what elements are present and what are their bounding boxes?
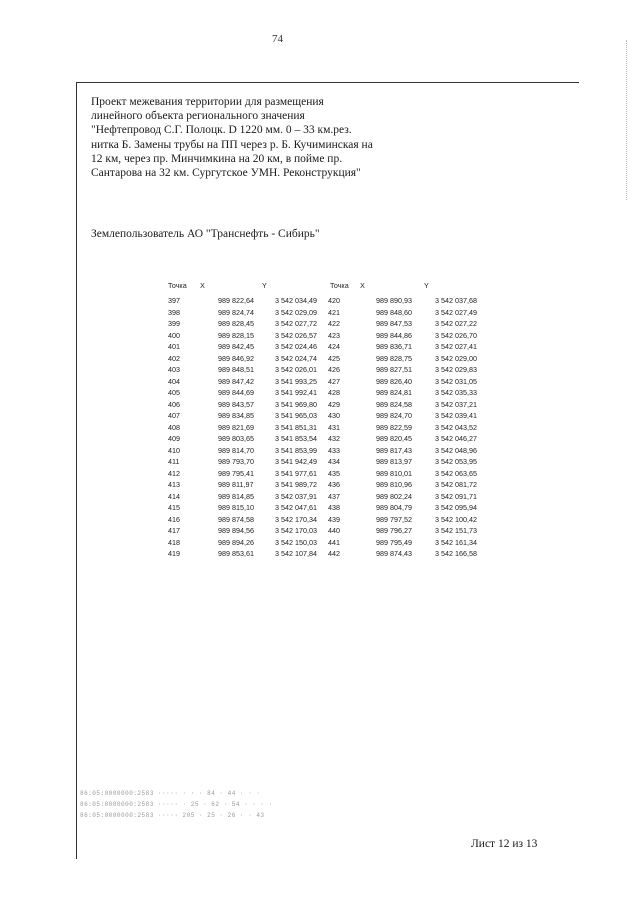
point-id: 425	[328, 353, 340, 363]
x-coordinate: 989 834,85	[218, 411, 254, 420]
y-coordinate: 3 541 969,80	[275, 399, 317, 409]
point-id: 400	[168, 330, 180, 340]
point-id: 404	[168, 376, 180, 386]
y-coordinate: 3 542 024,74	[275, 353, 317, 363]
header-point: Точка	[168, 281, 187, 290]
y-coordinate: 3 542 100,42	[435, 514, 477, 524]
point-id: 426	[328, 365, 340, 374]
point-id: 416	[168, 514, 180, 524]
y-coordinate: 3 542 026,01	[275, 365, 317, 374]
y-coordinate: 3 542 027,72	[275, 319, 317, 328]
point-id: 401	[168, 342, 180, 351]
point-id: 436	[328, 480, 340, 489]
x-coordinate: 989 828,15	[218, 330, 254, 340]
point-id: 427	[328, 376, 340, 386]
y-coordinate: 3 542 039,41	[435, 411, 477, 420]
x-coordinate: 989 795,41	[218, 468, 254, 478]
title-line: нитка Б. Замены трубы на ПП через р. Б. Кучиминская на	[91, 138, 373, 151]
point-id: 438	[328, 503, 340, 512]
x-coordinate: 989 824,74	[218, 307, 254, 317]
point-id: 402	[168, 353, 180, 363]
x-coordinate: 989 842,45	[218, 342, 254, 351]
point-id: 435	[328, 468, 340, 478]
point-id: 407	[168, 411, 180, 420]
x-coordinate: 989 874,43	[376, 549, 412, 558]
y-coordinate: 3 541 965,03	[275, 411, 317, 420]
x-coordinate: 989 795,49	[376, 537, 412, 547]
y-coordinate: 3 541 853,99	[275, 445, 317, 455]
x-coordinate: 989 822,59	[376, 422, 412, 432]
point-id: 433	[328, 445, 340, 455]
point-id: 398	[168, 307, 180, 317]
land-owner: Землепользователь АО "Транснефть - Сибирь"	[91, 228, 320, 240]
y-coordinate: 3 542 037,68	[435, 296, 477, 305]
x-coordinate: 989 810,01	[376, 468, 412, 478]
x-coordinate: 989 824,58	[376, 399, 412, 409]
header-x: X	[360, 281, 365, 290]
y-coordinate: 3 542 034,49	[275, 296, 317, 305]
x-coordinate: 989 826,40	[376, 376, 412, 386]
title-line: "Нефтепровод С.Г. Полоцк. D 1220 мм. 0 – 33 км.рез.	[91, 124, 352, 137]
x-coordinate: 989 890,93	[376, 296, 412, 305]
point-id: 428	[328, 388, 340, 397]
point-id: 422	[328, 319, 340, 328]
x-coordinate: 989 820,45	[376, 434, 412, 443]
x-coordinate: 989 894,56	[218, 526, 254, 535]
point-id: 411	[168, 457, 180, 466]
header-x: X	[200, 281, 205, 290]
title-line: 12 км, через пр. Минчимкина на 20 км, в пойме пр.	[91, 152, 343, 165]
x-coordinate: 989 802,24	[376, 491, 412, 501]
x-coordinate: 989 803,65	[218, 434, 254, 443]
x-coordinate: 989 815,10	[218, 503, 254, 512]
point-id: 415	[168, 503, 180, 512]
y-coordinate: 3 542 166,58	[435, 549, 477, 558]
point-id: 420	[328, 296, 340, 305]
y-coordinate: 3 542 031,05	[435, 376, 477, 386]
point-id: 405	[168, 388, 180, 397]
x-coordinate: 989 848,60	[376, 307, 412, 317]
x-coordinate: 989 846,92	[218, 353, 254, 363]
x-coordinate: 989 847,53	[376, 319, 412, 328]
page-number: 74	[272, 33, 283, 45]
y-coordinate: 3 541 989,72	[275, 480, 317, 489]
point-id: 399	[168, 319, 180, 328]
y-coordinate: 3 542 046,27	[435, 434, 477, 443]
x-coordinate: 989 814,70	[218, 445, 254, 455]
x-coordinate: 989 811,97	[218, 480, 254, 489]
x-coordinate: 989 847,42	[218, 376, 254, 386]
y-coordinate: 3 542 053,95	[435, 457, 477, 466]
point-id: 439	[328, 514, 340, 524]
point-id: 409	[168, 434, 180, 443]
scan-edge-mark	[626, 40, 630, 200]
x-coordinate: 989 821,69	[218, 422, 254, 432]
x-coordinate: 989 817,43	[376, 445, 412, 455]
x-coordinate: 989 874,58	[218, 514, 254, 524]
title-line: Проект межевания территории для размещения	[91, 96, 324, 108]
y-coordinate: 3 542 047,61	[275, 503, 317, 512]
y-coordinate: 3 541 942,49	[275, 457, 317, 466]
x-coordinate: 989 848,51	[218, 365, 254, 374]
x-coordinate: 989 894,26	[218, 537, 254, 547]
y-coordinate: 3 542 151,73	[435, 526, 477, 535]
point-id: 397	[168, 296, 180, 305]
point-id: 434	[328, 457, 340, 466]
point-id: 412	[168, 468, 180, 478]
y-coordinate: 3 542 091,71	[435, 491, 477, 501]
point-id: 406	[168, 399, 180, 409]
x-coordinate: 989 828,45	[218, 319, 254, 328]
point-id: 403	[168, 365, 180, 374]
title-line: линейного объекта регионального значения	[91, 110, 305, 123]
y-coordinate: 3 542 170,34	[275, 514, 317, 524]
y-coordinate: 3 542 027,22	[435, 319, 477, 328]
x-coordinate: 989 810,96	[376, 480, 412, 489]
y-coordinate: 3 542 150,03	[275, 537, 317, 547]
x-coordinate: 989 843,57	[218, 399, 254, 409]
header-y: Y	[424, 281, 429, 290]
point-id: 440	[328, 526, 340, 535]
scan-noise-line: 86:05:0000000:2583 ····· · · · 84 · 44 · · ·	[80, 790, 261, 797]
x-coordinate: 989 824,81	[376, 388, 412, 397]
y-coordinate: 3 542 029,09	[275, 307, 317, 317]
y-coordinate: 3 542 027,49	[435, 307, 477, 317]
y-coordinate: 3 541 977,61	[275, 468, 317, 478]
x-coordinate: 989 822,64	[218, 296, 254, 305]
title-block	[91, 95, 421, 180]
point-id: 408	[168, 422, 180, 432]
y-coordinate: 3 541 851,31	[275, 422, 317, 432]
x-coordinate: 989 797,52	[376, 514, 412, 524]
scan-noise-line: 86:05:0000000:2583 ····· · 25 · 62 · 54 · · · ·	[80, 801, 273, 808]
point-id: 419	[168, 549, 180, 558]
x-coordinate: 989 813,97	[376, 457, 412, 466]
y-coordinate: 3 542 043,52	[435, 422, 477, 432]
point-id: 418	[168, 537, 180, 547]
point-id: 430	[328, 411, 340, 420]
y-coordinate: 3 542 081,72	[435, 480, 477, 489]
y-coordinate: 3 542 035,33	[435, 388, 477, 397]
x-coordinate: 989 824,70	[376, 411, 412, 420]
x-coordinate: 989 836,71	[376, 342, 412, 351]
y-coordinate: 3 542 027,41	[435, 342, 477, 351]
point-id: 429	[328, 399, 340, 409]
point-id: 410	[168, 445, 180, 455]
sheet-label: Лист 12 из 13	[471, 838, 538, 850]
point-id: 441	[328, 537, 340, 547]
y-coordinate: 3 542 095,94	[435, 503, 477, 512]
header-point: Точка	[330, 281, 349, 290]
y-coordinate: 3 542 026,70	[435, 330, 477, 340]
x-coordinate: 989 814,85	[218, 491, 254, 501]
y-coordinate: 3 542 029,83	[435, 365, 477, 374]
point-id: 424	[328, 342, 340, 351]
y-coordinate: 3 542 037,21	[435, 399, 477, 409]
x-coordinate: 989 793,70	[218, 457, 254, 466]
y-coordinate: 3 542 048,96	[435, 445, 477, 455]
y-coordinate: 3 542 170,03	[275, 526, 317, 535]
point-id: 421	[328, 307, 340, 317]
x-coordinate: 989 853,61	[218, 549, 254, 558]
point-id: 432	[328, 434, 340, 443]
x-coordinate: 989 804,79	[376, 503, 412, 512]
point-id: 413	[168, 480, 180, 489]
title-line: Сантарова на 32 км. Сургутское УМН. Реконструкция"	[91, 167, 361, 180]
x-coordinate: 989 796,27	[376, 526, 412, 535]
scan-noise-line: 86:05:0000000:2583 ····· 205 · 25 · 26 · · 43	[80, 812, 265, 819]
point-id: 437	[328, 491, 340, 501]
x-coordinate: 989 827,51	[376, 365, 412, 374]
y-coordinate: 3 541 853,54	[275, 434, 317, 443]
y-coordinate: 3 541 992,41	[275, 388, 317, 397]
x-coordinate: 989 844,69	[218, 388, 254, 397]
point-id: 431	[328, 422, 340, 432]
y-coordinate: 3 542 024,46	[275, 342, 317, 351]
y-coordinate: 3 542 063,65	[435, 468, 477, 478]
x-coordinate: 989 828,75	[376, 353, 412, 363]
point-id: 414	[168, 491, 180, 501]
point-id: 423	[328, 330, 340, 340]
y-coordinate: 3 542 107,84	[275, 549, 317, 558]
y-coordinate: 3 542 026,57	[275, 330, 317, 340]
y-coordinate: 3 541 993,25	[275, 376, 317, 386]
y-coordinate: 3 542 161,34	[435, 537, 477, 547]
point-id: 417	[168, 526, 180, 535]
x-coordinate: 989 844,86	[376, 330, 412, 340]
header-y: Y	[262, 281, 267, 290]
point-id: 442	[328, 549, 340, 558]
y-coordinate: 3 542 037,91	[275, 491, 317, 501]
y-coordinate: 3 542 029,00	[435, 353, 477, 363]
